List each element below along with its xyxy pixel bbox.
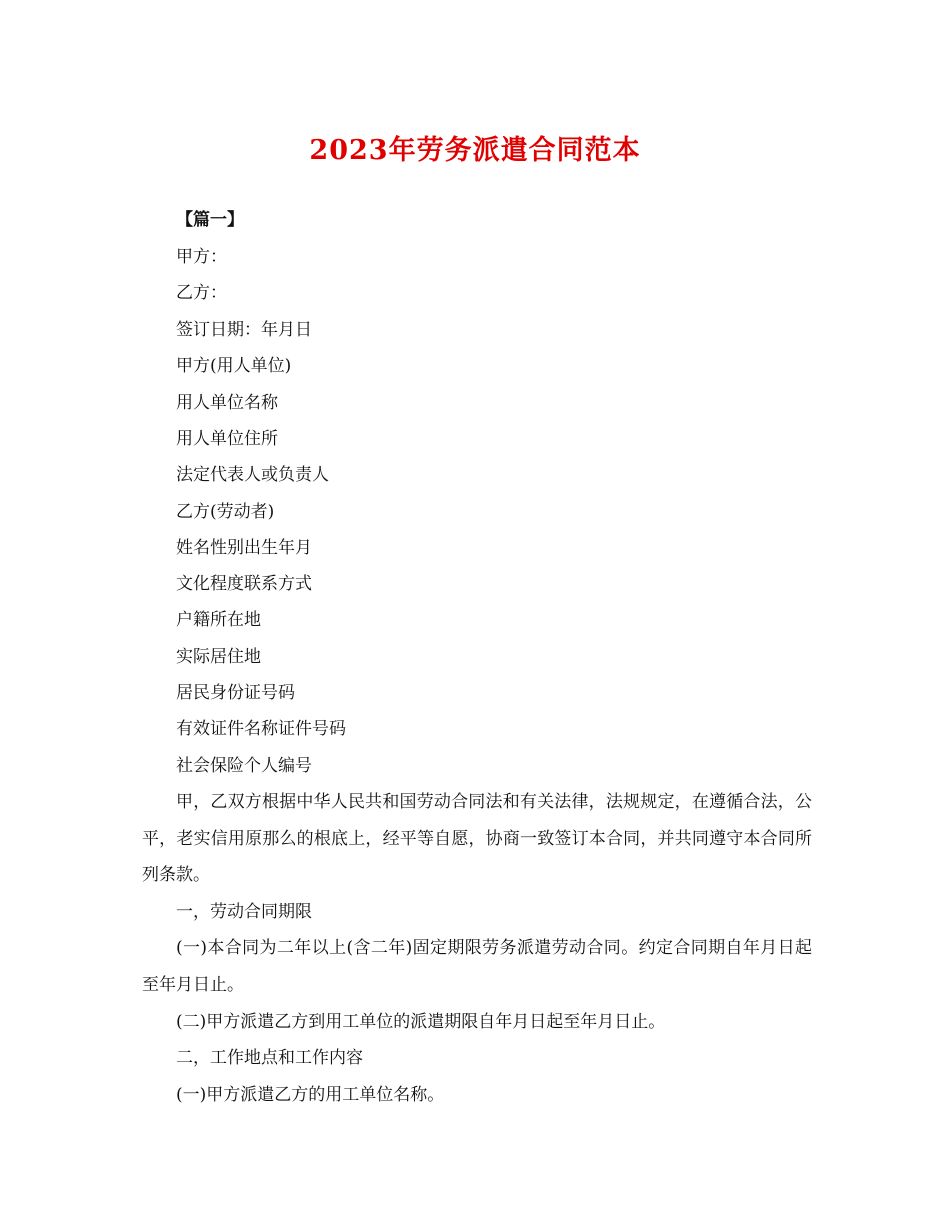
field-worker-name-gender-birth: 姓名性别出生年月: [176, 538, 312, 558]
field-actual-residence: 实际居住地: [176, 647, 261, 667]
field-legal-representative: 法定代表人或负责人: [176, 465, 329, 485]
document-title: 2023年劳务派遣合同范本: [309, 135, 641, 166]
clause-contract-term-2: (二)甲方派遣乙方到用工单位的派遣期限自年月日起至年月日止。: [176, 1012, 666, 1032]
field-social-insurance-number: 社会保险个人编号: [176, 756, 312, 776]
section-tag: 【篇一】: [176, 210, 244, 230]
field-employer-address: 用人单位住所: [176, 429, 278, 449]
heading-contract-term: 一，劳动合同期限: [176, 902, 312, 922]
field-party-a: 甲方：: [176, 247, 227, 267]
field-education-contact: 文化程度联系方式: [176, 574, 312, 594]
field-employer-heading: 甲方(用人单位): [176, 356, 292, 376]
field-sign-date: 签订日期：年月日: [176, 320, 312, 340]
clause-contract-term-1: (一)本合同为二年以上(含二年)固定期限劳务派遣劳动合同。约定合同期自年月日起至年月日止。: [142, 938, 812, 995]
field-party-b: 乙方：: [176, 283, 227, 303]
field-id-number: 居民身份证号码: [176, 683, 295, 703]
field-worker-heading: 乙方(劳动者): [176, 502, 275, 522]
clause-work-location-1: (一)甲方派遣乙方的用工单位名称。: [176, 1085, 445, 1105]
field-valid-certificate: 有效证件名称证件号码: [176, 719, 346, 739]
field-employer-name: 用人单位名称: [176, 393, 278, 413]
field-household-registration: 户籍所在地: [176, 610, 261, 630]
heading-work-location: 二，工作地点和工作内容: [176, 1048, 363, 1068]
intro-paragraph: 甲，乙双方根据中华人民共和国劳动合同法和有关法律，法规规定，在遵循合法，公平，老实信用原那么的根底上，经平等自愿，协商一致签订本合同，并共同遵守本合同所列条款。: [142, 792, 812, 885]
